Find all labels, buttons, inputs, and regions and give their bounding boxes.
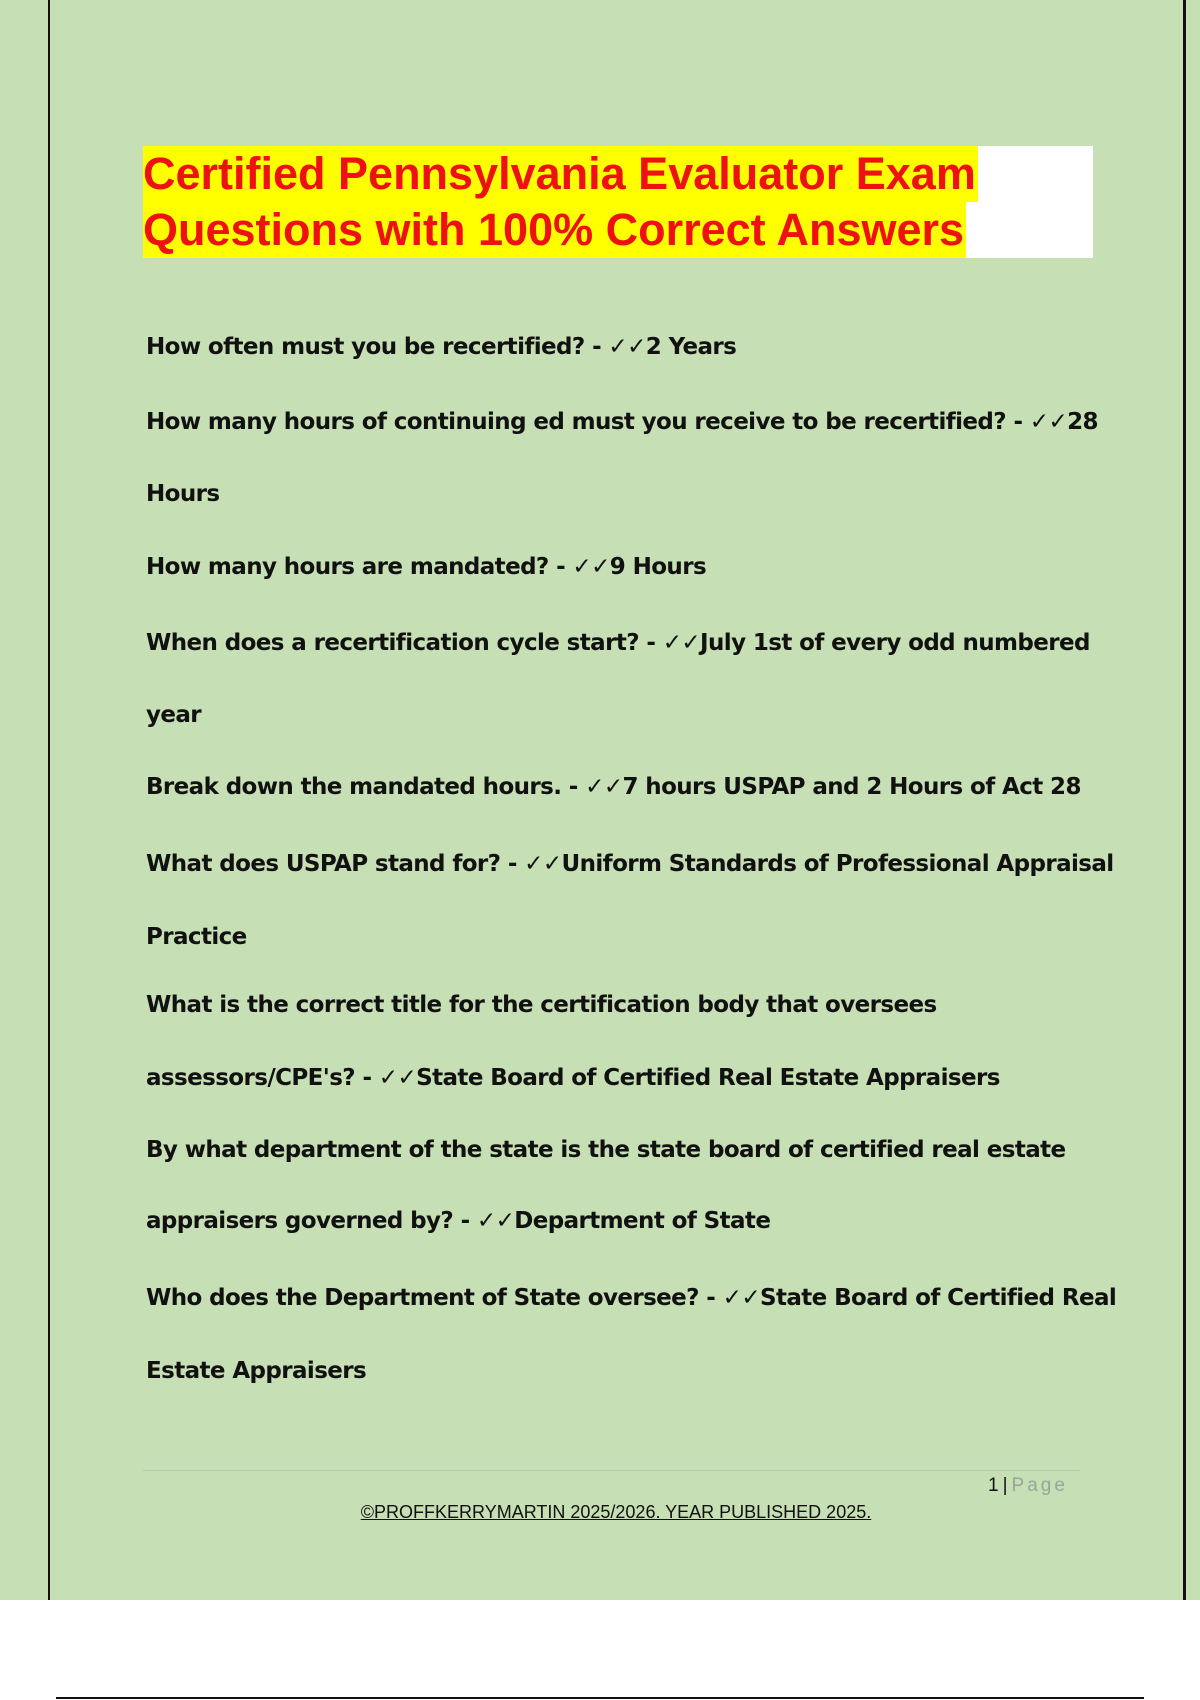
- footer-divider: [143, 1470, 1080, 1471]
- qa-line: What is the correct title for the certification body that oversees: [146, 992, 937, 1018]
- qa-line: Break down the mandated hours. - ✓✓7 hours USPAP and 2 Hours of Act 28: [146, 774, 1081, 800]
- qa-line: How many hours are mandated? - ✓✓9 Hours: [146, 554, 707, 580]
- qa-line: Who does the Department of State oversee? - ✓✓State Board of Certified Real: [146, 1285, 1117, 1311]
- title-line-1: Certified Pennsylvania Evaluator Exam: [143, 146, 978, 202]
- title-line-2: Questions with 100% Correct Answers: [143, 202, 966, 258]
- bottom-divider: [56, 1697, 1144, 1699]
- qa-line: How often must you be recertified? - ✓✓2 Years: [146, 334, 737, 360]
- qa-line: assessors/CPE's? - ✓✓State Board of Certified Real Estate Appraisers: [146, 1065, 1000, 1091]
- qa-line: What does USPAP stand for? - ✓✓Uniform Standards of Professional Appraisal: [146, 851, 1114, 877]
- qa-line: year: [146, 702, 202, 728]
- page-number-value: 1: [988, 1475, 999, 1496]
- qa-line: Practice: [146, 924, 247, 950]
- qa-line: Estate Appraisers: [146, 1358, 367, 1384]
- page-label: Page: [1011, 1475, 1068, 1496]
- page-border-left: [48, 0, 50, 1600]
- copyright-notice: ©PROFFKERRYMARTIN 2025/2026. YEAR PUBLISHED 2025.: [360, 1502, 872, 1522]
- qa-line: When does a recertification cycle start? - ✓✓July 1st of every odd numbered: [146, 630, 1090, 656]
- qa-line: How many hours of continuing ed must you receive to be recertified? - ✓✓28: [146, 409, 1098, 435]
- qa-line: By what department of the state is the state board of certified real estate: [146, 1137, 1066, 1163]
- qa-line: Hours: [146, 481, 220, 507]
- page-border-right: [1183, 0, 1186, 1600]
- page-number: [988, 1474, 1068, 1498]
- qa-line: appraisers governed by? - ✓✓Department of State: [146, 1208, 771, 1234]
- page-number-separator: |: [1002, 1475, 1008, 1496]
